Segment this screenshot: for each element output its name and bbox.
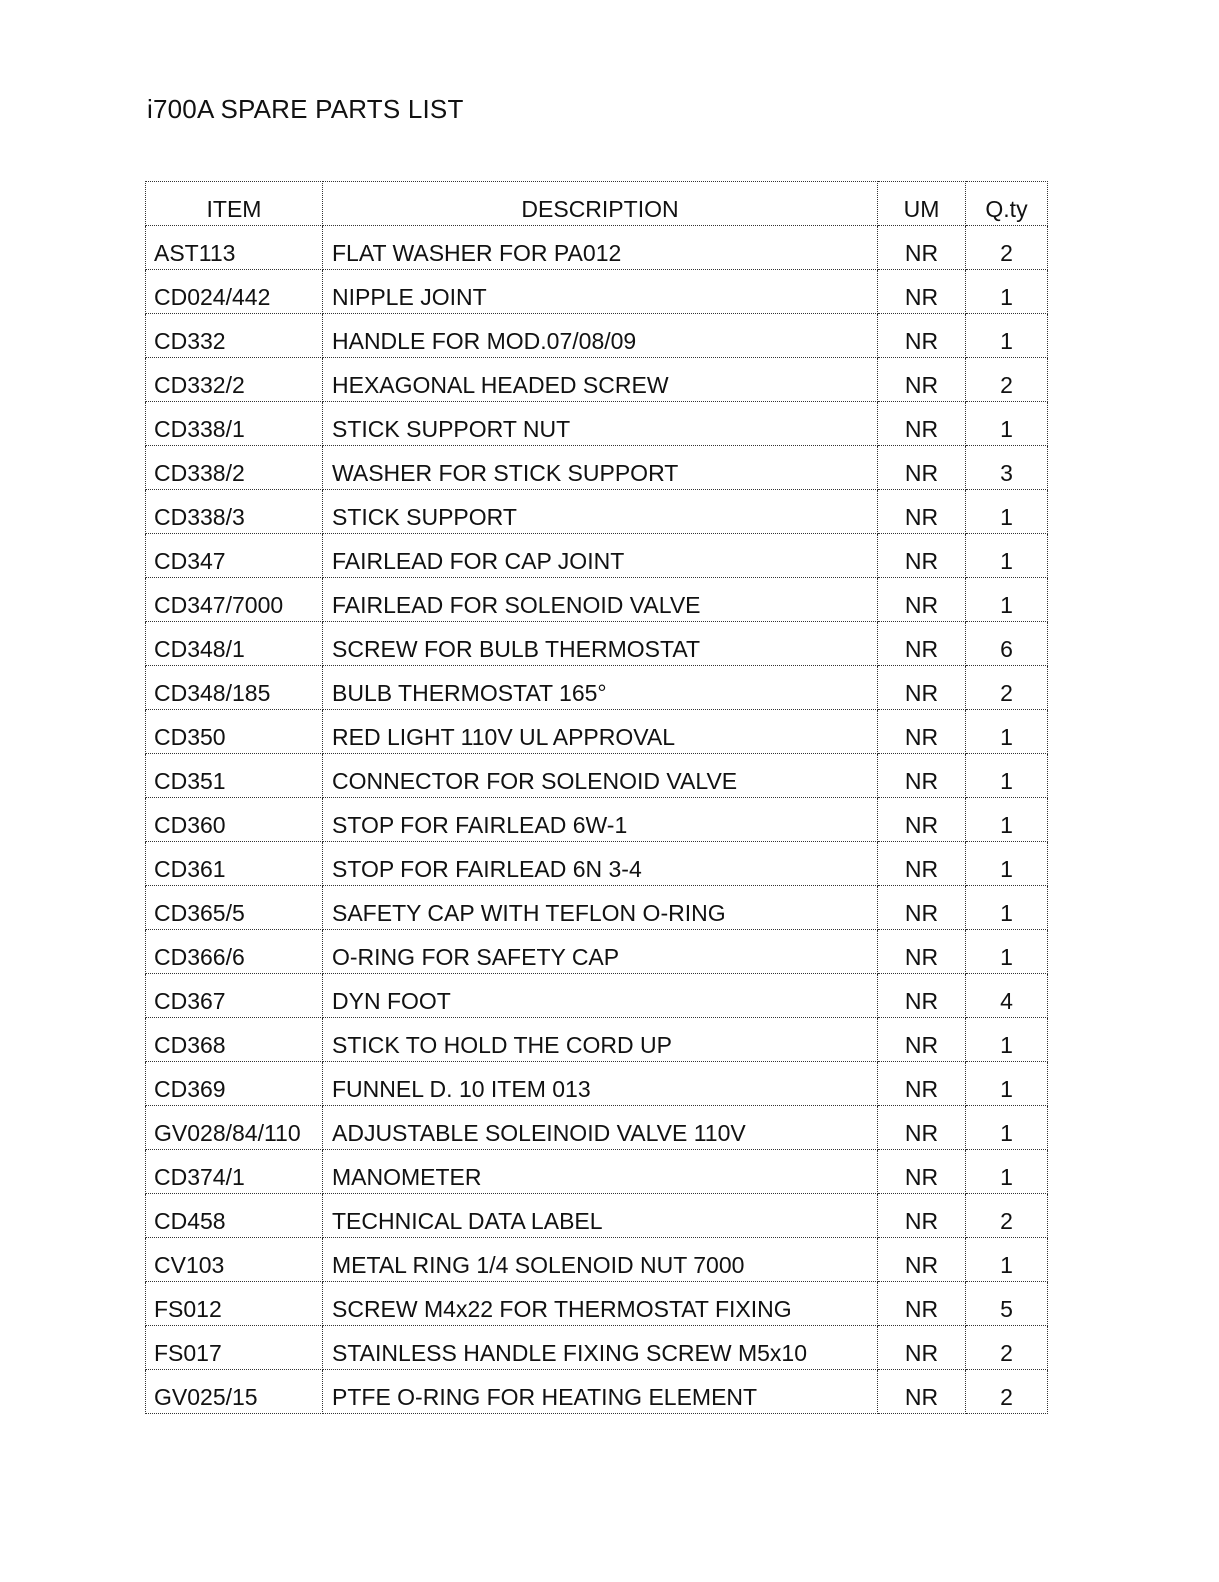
table-row — [146, 534, 1048, 578]
cell-description: FLAT WASHER FOR PA012 — [323, 226, 878, 270]
cell-qty: 1 — [966, 314, 1048, 358]
table-row — [146, 1018, 1048, 1062]
cell-qty: 1 — [966, 490, 1048, 534]
cell-description: HANDLE FOR MOD.07/08/09 — [323, 314, 878, 358]
cell-um: NR — [878, 490, 966, 534]
cell-um: NR — [878, 1194, 966, 1238]
cell-description: FAIRLEAD FOR SOLENOID VALVE — [323, 578, 878, 622]
cell-qty: 1 — [966, 578, 1048, 622]
table-row — [146, 842, 1048, 886]
table-row — [146, 798, 1048, 842]
table-row — [146, 358, 1048, 402]
cell-item: FS012 — [146, 1282, 323, 1326]
cell-um: NR — [878, 930, 966, 974]
table-row — [146, 754, 1048, 798]
table-row — [146, 710, 1048, 754]
cell-description: PTFE O-RING FOR HEATING ELEMENT — [323, 1370, 878, 1414]
cell-um: NR — [878, 974, 966, 1018]
cell-um: NR — [878, 1018, 966, 1062]
cell-qty: 1 — [966, 1062, 1048, 1106]
cell-description: METAL RING 1/4 SOLENOID NUT 7000 — [323, 1238, 878, 1282]
cell-description: WASHER FOR STICK SUPPORT — [323, 446, 878, 490]
table-row — [146, 402, 1048, 446]
cell-qty: 5 — [966, 1282, 1048, 1326]
cell-item: CD332/2 — [146, 358, 323, 402]
cell-description: HEXAGONAL HEADED SCREW — [323, 358, 878, 402]
cell-qty: 1 — [966, 930, 1048, 974]
cell-description: STICK SUPPORT NUT — [323, 402, 878, 446]
header-qty: Q.ty — [966, 182, 1048, 226]
cell-item: CD361 — [146, 842, 323, 886]
cell-description: STICK SUPPORT — [323, 490, 878, 534]
cell-qty: 1 — [966, 886, 1048, 930]
table-row — [146, 1062, 1048, 1106]
header-item: ITEM — [146, 182, 323, 226]
cell-item: CD374/1 — [146, 1150, 323, 1194]
cell-item: CD348/185 — [146, 666, 323, 710]
cell-description: FAIRLEAD FOR CAP JOINT — [323, 534, 878, 578]
cell-item: GV028/84/110 — [146, 1106, 323, 1150]
cell-item: CD366/6 — [146, 930, 323, 974]
cell-item: CD369 — [146, 1062, 323, 1106]
table-row — [146, 666, 1048, 710]
table-row — [146, 930, 1048, 974]
cell-item: CD338/1 — [146, 402, 323, 446]
table-row — [146, 1106, 1048, 1150]
cell-item: CD024/442 — [146, 270, 323, 314]
cell-description: ADJUSTABLE SOLEINOID VALVE 110V — [323, 1106, 878, 1150]
table-row — [146, 226, 1048, 270]
cell-item: CD332 — [146, 314, 323, 358]
cell-qty: 1 — [966, 402, 1048, 446]
cell-qty: 1 — [966, 798, 1048, 842]
cell-description: STAINLESS HANDLE FIXING SCREW M5x10 — [323, 1326, 878, 1370]
cell-description: TECHNICAL DATA LABEL — [323, 1194, 878, 1238]
cell-um: NR — [878, 314, 966, 358]
cell-description: BULB THERMOSTAT 165° — [323, 666, 878, 710]
cell-item: CD367 — [146, 974, 323, 1018]
cell-item: AST113 — [146, 226, 323, 270]
cell-item: CD368 — [146, 1018, 323, 1062]
cell-description: O-RING FOR SAFETY CAP — [323, 930, 878, 974]
cell-item: CV103 — [146, 1238, 323, 1282]
cell-description: NIPPLE JOINT — [323, 270, 878, 314]
header-um: UM — [878, 182, 966, 226]
cell-um: NR — [878, 798, 966, 842]
table-body — [146, 226, 1048, 1414]
cell-item: CD338/2 — [146, 446, 323, 490]
cell-qty: 2 — [966, 1194, 1048, 1238]
cell-item: CD347 — [146, 534, 323, 578]
cell-item: FS017 — [146, 1326, 323, 1370]
cell-description: FUNNEL D. 10 ITEM 013 — [323, 1062, 878, 1106]
cell-um: NR — [878, 578, 966, 622]
table-row — [146, 886, 1048, 930]
cell-qty: 1 — [966, 842, 1048, 886]
cell-um: NR — [878, 1370, 966, 1414]
cell-description: STOP FOR FAIRLEAD 6N 3-4 — [323, 842, 878, 886]
cell-um: NR — [878, 446, 966, 490]
cell-um: NR — [878, 842, 966, 886]
cell-um: NR — [878, 358, 966, 402]
cell-um: NR — [878, 226, 966, 270]
cell-qty: 1 — [966, 1238, 1048, 1282]
cell-qty: 2 — [966, 666, 1048, 710]
cell-um: NR — [878, 534, 966, 578]
table-row — [146, 1282, 1048, 1326]
cell-qty: 2 — [966, 1326, 1048, 1370]
cell-item: CD347/7000 — [146, 578, 323, 622]
cell-qty: 1 — [966, 1150, 1048, 1194]
cell-item: CD350 — [146, 710, 323, 754]
table-row — [146, 314, 1048, 358]
cell-um: NR — [878, 1326, 966, 1370]
cell-description: MANOMETER — [323, 1150, 878, 1194]
table-row — [146, 622, 1048, 666]
cell-item: CD351 — [146, 754, 323, 798]
cell-um: NR — [878, 1150, 966, 1194]
table-row — [146, 578, 1048, 622]
table-header-row — [146, 182, 1048, 226]
table-row — [146, 270, 1048, 314]
cell-description: SAFETY CAP WITH TEFLON O-RING — [323, 886, 878, 930]
table-row — [146, 1370, 1048, 1414]
cell-item: CD348/1 — [146, 622, 323, 666]
cell-qty: 1 — [966, 1106, 1048, 1150]
cell-qty: 2 — [966, 358, 1048, 402]
cell-qty: 6 — [966, 622, 1048, 666]
table-row — [146, 1326, 1048, 1370]
cell-qty: 1 — [966, 710, 1048, 754]
cell-qty: 1 — [966, 270, 1048, 314]
cell-um: NR — [878, 666, 966, 710]
cell-description: SCREW FOR BULB THERMOSTAT — [323, 622, 878, 666]
table-row — [146, 974, 1048, 1018]
cell-um: NR — [878, 1106, 966, 1150]
table-row — [146, 1194, 1048, 1238]
cell-um: NR — [878, 754, 966, 798]
table-row — [146, 1238, 1048, 1282]
cell-qty: 1 — [966, 534, 1048, 578]
cell-item: GV025/15 — [146, 1370, 323, 1414]
cell-description: CONNECTOR FOR SOLENOID VALVE — [323, 754, 878, 798]
cell-qty: 2 — [966, 226, 1048, 270]
cell-qty: 1 — [966, 754, 1048, 798]
cell-um: NR — [878, 886, 966, 930]
cell-description: STICK TO HOLD THE CORD UP — [323, 1018, 878, 1062]
table-row — [146, 1150, 1048, 1194]
cell-item: CD338/3 — [146, 490, 323, 534]
cell-qty: 1 — [966, 1018, 1048, 1062]
cell-qty: 3 — [966, 446, 1048, 490]
page-title: i700A SPARE PARTS LIST — [147, 94, 464, 124]
cell-qty: 4 — [966, 974, 1048, 1018]
cell-um: NR — [878, 402, 966, 446]
cell-um: NR — [878, 710, 966, 754]
spare-parts-table — [145, 181, 1048, 1414]
cell-description: SCREW M4x22 FOR THERMOSTAT FIXING — [323, 1282, 878, 1326]
cell-qty: 2 — [966, 1370, 1048, 1414]
table-row — [146, 490, 1048, 534]
cell-um: NR — [878, 622, 966, 666]
cell-description: RED LIGHT 110V UL APPROVAL — [323, 710, 878, 754]
cell-item: CD360 — [146, 798, 323, 842]
cell-item: CD458 — [146, 1194, 323, 1238]
cell-item: CD365/5 — [146, 886, 323, 930]
cell-description: DYN FOOT — [323, 974, 878, 1018]
cell-description: STOP FOR FAIRLEAD 6W-1 — [323, 798, 878, 842]
table-row — [146, 446, 1048, 490]
header-description: DESCRIPTION — [323, 182, 878, 226]
cell-um: NR — [878, 1282, 966, 1326]
cell-um: NR — [878, 1238, 966, 1282]
cell-um: NR — [878, 270, 966, 314]
cell-um: NR — [878, 1062, 966, 1106]
